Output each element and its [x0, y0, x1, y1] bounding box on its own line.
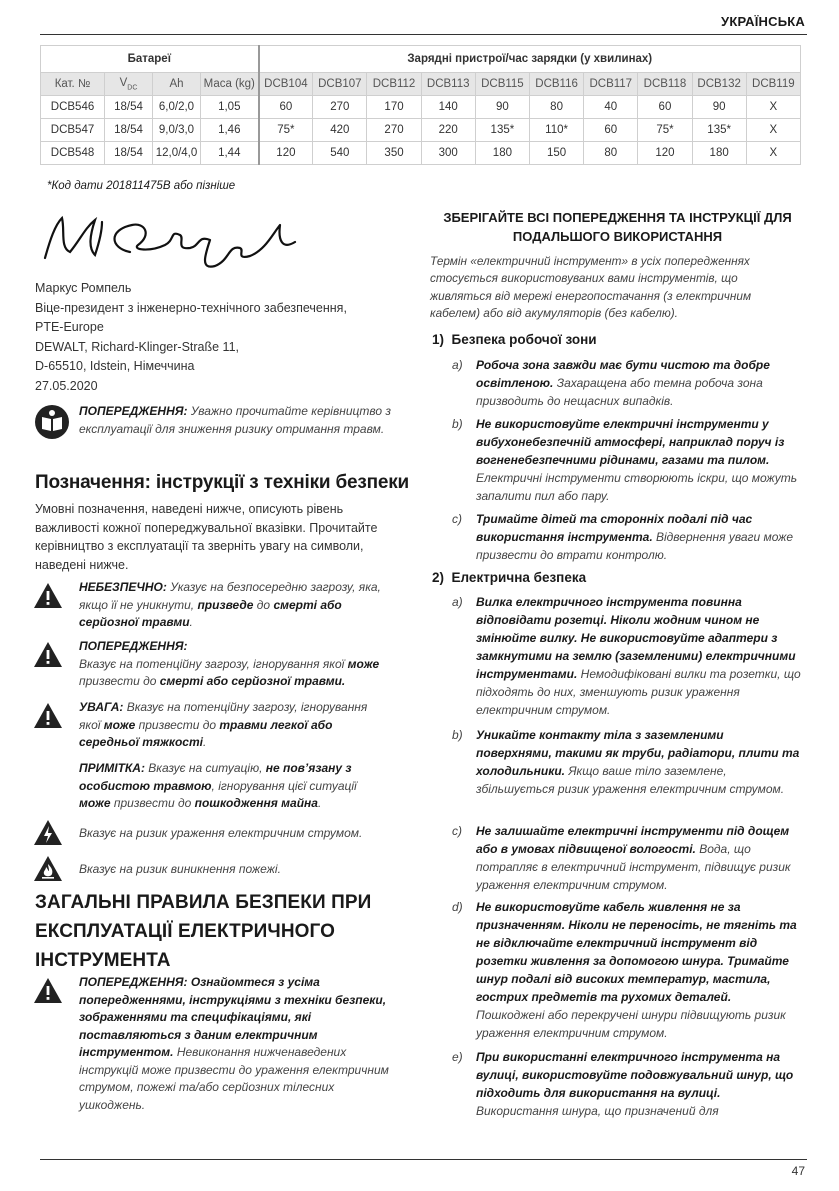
charger-header: DCB119 [746, 73, 800, 96]
list-item: c) Не залишайте електричні інструменти під дощем або в умовах підвищеної вологості. Вода, що потрапляє в електричний інструмент, підвищує ризик ураження електричним струмом. [452, 824, 791, 892]
table-row [41, 96, 801, 119]
list-item: d) Не використовуйте кабель живлення не за призначенням. Ніколи не переносіть, не тягніть та не відключайте електричний інструмент від розетки живлення за допомогою шнура. Тримайте шнур подалі від високих температур, мастила, гострих предметів та рухомих деталей. Пошкоджені або перекручені шнури підвищують ризик ураження електричним струмом. [452, 900, 797, 1040]
table-cell: 150 [529, 142, 583, 165]
cat-header: Кат. № [41, 73, 105, 96]
table-cell: 60 [584, 119, 638, 142]
signature [40, 200, 310, 280]
top-rule [40, 34, 807, 35]
list-item: b) Уникайте контакту тіла з заземленими поверхнями, такими як труби, радіатори, плити та холодильники. Якщо ваше тіло заземлене, збільшується ризик ураження електричним струмом. [452, 728, 800, 796]
table-cell: 1,44 [201, 142, 259, 165]
table-cell: 1,46 [201, 119, 259, 142]
table-cell: 90 [692, 96, 746, 119]
danger-definition: НЕБЕЗПЕЧНО: Указує на безпосередню загрозу, яка, якщо її не уникнути, призведе до смерті або серйозної травми. [79, 580, 381, 629]
charger-header: DCB117 [584, 73, 638, 96]
list-item: e) При використанні електричного інструмента на вулиці, використовуйте подовжувальний шнур, що підходить для використання на вулиці. Використання шнура, що призначений для [452, 1050, 794, 1118]
caution-definition: УВАГА: Вказує на потенційну загрозу, ігнорування якої може призвести до травми легкої або середньої тяжкості. [79, 700, 368, 749]
charger-header: DCB112 [367, 73, 421, 96]
table-cell: 300 [421, 142, 475, 165]
table-cell: 420 [313, 119, 367, 142]
mass-header: Маса (kg) [201, 73, 259, 96]
table-cell: 60 [638, 96, 692, 119]
table-cell: 90 [475, 96, 529, 119]
table-cell: DCB548 [41, 142, 105, 165]
chargers-group-header: Зарядні пристрої/час зарядки (у хвилинах) [259, 46, 801, 73]
table-row [41, 142, 801, 165]
table-row [41, 119, 801, 142]
charger-header: DCB132 [692, 73, 746, 96]
signer-date: 27.05.2020 [35, 378, 98, 393]
fire-icon [33, 855, 63, 882]
fire-definition: Вказує на ризик виникнення пожежі. [79, 862, 281, 876]
general-safety-heading: ЗАГАЛЬНІ ПРАВИЛА БЕЗПЕКИ ПРИ ЕКСПЛУАТАЦІЇ ЕЛЕКТРИЧНОГО ІНСТРУМЕНТА [35, 892, 372, 971]
list-item: b) Не використовуйте електричні інструменти у вибухонебезпечній атмосфері, наприклад поруч із вогненебезпечними рідинами, газами та пилом. Електричні інструменти створюють іскри, що можуть запалити пил або пару. [452, 417, 798, 503]
battery-charger-table [40, 45, 801, 165]
batteries-group-header: Батареї [41, 46, 259, 73]
bottom-rule [40, 1159, 807, 1160]
table-cell: X [746, 119, 800, 142]
signer-name: Маркус Ромпель [35, 281, 132, 295]
table-cell: 12,0/4,0 [153, 142, 201, 165]
manual-warning: ПОПЕРЕДЖЕННЯ: Уважно прочитайте керівництво з експлуатації для зниження ризику отримання травм. [79, 404, 391, 436]
table-cell: 140 [421, 96, 475, 119]
keep-instructions-heading: ЗБЕРІГАЙТЕ ВСІ ПОПЕРЕДЖЕННЯ ТА ІНСТРУКЦІЇ ДЛЯ ПОДАЛЬШОГО ВИКОРИСТАННЯ [443, 210, 792, 244]
charger-header: DCB118 [638, 73, 692, 96]
table-cell: 80 [529, 96, 583, 119]
warning-triangle-icon [33, 641, 63, 668]
table-cell: DCB547 [41, 119, 105, 142]
table-cell: 180 [692, 142, 746, 165]
read-manual-icon [35, 405, 69, 439]
signer-address-1: DEWALT, Richard-Klinger-Straße 11, [35, 339, 239, 354]
table-cell: 18/54 [105, 142, 153, 165]
section-heading-electrical-safety: 2) Електрична безпека [432, 570, 587, 585]
warning-triangle-icon [33, 582, 63, 609]
warning-triangle-icon [33, 977, 63, 1004]
definitions-intro: Умовні позначення, наведені нижче, описують рівень важливості кожної попереджувальної вказівки. Прочитайте керівництво з експлуатації та зверніть увагу на символи, наведені нижче. [35, 502, 378, 572]
table-cell: 120 [259, 142, 313, 165]
language-label: УКРАЇНСЬКА [721, 14, 805, 29]
warning-triangle-icon [33, 702, 63, 729]
definitions-heading: Позначення: інструкції з техніки безпеки [35, 472, 410, 493]
table-cell: 170 [367, 96, 421, 119]
table-cell: 1,05 [201, 96, 259, 119]
date-code-footnote: *Код дати 201811475B або пізніше [47, 180, 236, 192]
general-warning: ПОПЕРЕДЖЕННЯ: Ознайомтеся з усіма попередженнями, інструкціями з техніки безпеки, зображеннями та специфікаціями, які поставляються з даним електричним інструментом. Невиконання нижченаведених інструкцій може призвести до ураження електричним струмом, пожежі та/або серйозних тілесних ушкоджень. [79, 975, 389, 1112]
voltage-header: $V_{DC}$ [105, 73, 153, 96]
charger-header: DCB116 [529, 73, 583, 96]
warning-definition: ПОПЕРЕДЖЕННЯ: Вказує на потенційну загрозу, ігнорування якої може призвести до смерті або серйозної травми. [79, 639, 380, 688]
table-cell: 120 [638, 142, 692, 165]
section-heading-work-area: 1) Безпека робочої зони [432, 332, 597, 347]
charger-header: DCB115 [475, 73, 529, 96]
table-cell: 180 [475, 142, 529, 165]
signer-block [35, 279, 347, 396]
table-cell: 270 [313, 96, 367, 119]
list-item: a) Робоча зона завжди має бути чистою та добре освітленою. Захаращена або темна робоча зона призводить до нещасних випадків. [452, 358, 770, 408]
list-item: c) Тримайте дітей та сторонніх подалі під час використання інструмента. Відвернення уваги може призвести до втрати контролю. [452, 512, 794, 562]
table-cell: 220 [421, 119, 475, 142]
notice-definition: ПРИМІТКА: Вказує на ситуацію, не пов’язану з особистою травмою, ігнорування цієї ситуації може призвести до пошкодження майна. [79, 761, 357, 810]
table-cell: 80 [584, 142, 638, 165]
shock-definition: Вказує на ризик ураження електричним струмом. [79, 826, 363, 840]
ah-header: Ah [153, 73, 201, 96]
table-cell: 135* [692, 119, 746, 142]
table-cell: 18/54 [105, 96, 153, 119]
table-cell: 350 [367, 142, 421, 165]
table-cell: 75* [638, 119, 692, 142]
table-cell: 540 [313, 142, 367, 165]
charger-header: DCB113 [421, 73, 475, 96]
table-cell: 75* [259, 119, 313, 142]
table-cell: 60 [259, 96, 313, 119]
table-cell: X [746, 142, 800, 165]
table-cell: X [746, 96, 800, 119]
signer-position: Віце-президент з інженерно-технічного забезпечення, [35, 300, 347, 315]
signer-address-2: D-65510, Idstein, Німеччина [35, 359, 195, 373]
table-cell: 40 [584, 96, 638, 119]
charger-header: DCB107 [313, 73, 367, 96]
list-item: a) Вилка електричного інструмента повинна відповідати розетці. Ніколи жодним чином не змінюйте вилку. Не використовуйте адаптери з замкнутими на землю (заземленими) електричними інструментами. Немодифіковані вилки та розетки, що підходять до них, зменшують ризик ураження електричним струмом. [452, 595, 801, 717]
table-cell: 110* [529, 119, 583, 142]
electric-shock-icon [33, 819, 63, 846]
table-cell: 18/54 [105, 119, 153, 142]
table-cell: 270 [367, 119, 421, 142]
page-number: 47 [791, 1164, 805, 1178]
table-cell: DCB546 [41, 96, 105, 119]
table-cell: 6,0/2,0 [153, 96, 201, 119]
signer-region: PTE-Europe [35, 320, 104, 334]
power-tool-term: Термін «електричний інструмент» в усіх попередженнях стосується використовуваних вами інструментів, що живляться від мережі енергопостачання (з електричним кабелем) або від акумуляторів (без кабелю). [430, 254, 752, 320]
table-cell: 135* [475, 119, 529, 142]
charger-header: DCB104 [259, 73, 313, 96]
table-cell: 9,0/3,0 [153, 119, 201, 142]
